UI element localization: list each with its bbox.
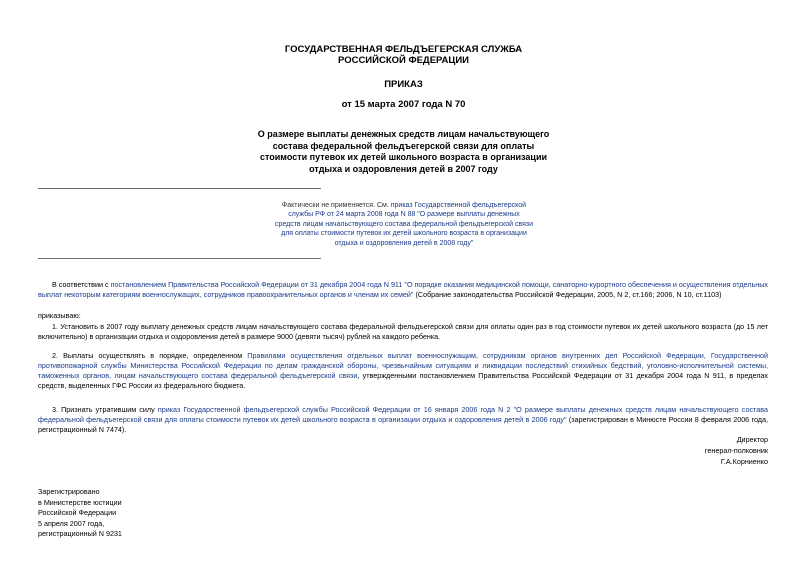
preamble-link[interactable]: постановлением Правительства Российской Федерации от 31 декабря 2004 года N 911 "О порядке оказания медицинской помощи, санаторно-курортного обеспечения и осуществления отдельных выплат некоторым категориям военнослужащих, сотрудников правоохранительных органов и членам их семей": [38, 280, 768, 300]
item-2-start: 2. Выплаты осуществлять в порядке, определенном: [52, 351, 248, 360]
item-3-link[interactable]: приказ Государственной фельдъегерской службы Российской Федерации от 16 января 2006 года N 2 "О размере выплаты денежных средств лицам начальствующего состава федеральной фельдъегерской связи для оплаты стоимости путевок их детей школьного возраста в организации отдыха и оздоровления детей в 2006 году": [38, 405, 768, 425]
item-2-end: , утвержденными постановлением Правительства Российской Федерации от 31 декабря 2004 года N 911, в пределах средств, выделенных ГФС России из федерального бюджета.: [38, 371, 768, 391]
status-note-link-3[interactable]: средств лицам начальствующего состава федеральной фельдъегерской связи: [274, 220, 533, 228]
signature-position: Директор: [736, 435, 768, 444]
preamble-end: (Собрание законодательства Российской Федерации, 2005, N 2, ст.166; 2006, N 10, ст.1103): [413, 290, 722, 300]
signature-name: Г.А.Корниенко: [720, 457, 768, 467]
agency-line-2: РОССИЙСКОЙ ФЕДЕРАЦИИ: [337, 55, 469, 66]
item-3-paragraph: [38, 405, 768, 435]
note-bottom-divider: [38, 258, 321, 259]
doc-date-number: от 15 марта 2007 года N 70: [341, 99, 466, 110]
preamble-start: В соответствии с: [52, 280, 109, 289]
note-top-divider: [38, 188, 321, 189]
title-line: отдыха и оздоровления детей в 2007 году: [309, 163, 498, 174]
title-line: стоимости путевок их детей школьного возраста в организации: [259, 152, 548, 162]
item-1-paragraph: 1. Установить в 2007 году выплату денежных средств лицам начальствующего состава федеральной фельдъегерской связи для оплаты один раз в год стоимости путевок их детей школьного возраста (до 15 лет включительно) в организации отдыха и оздоровления детей в размере 9000 (девяти тысяч) рублей на каждого ребенка.: [38, 322, 768, 342]
registration-line: регистрационный N 9231: [38, 529, 122, 539]
status-note-link-4[interactable]: для оплаты стоимости путевок их детей школьного возраста в организации: [281, 230, 527, 238]
registration-block: [38, 487, 238, 540]
status-note: [250, 201, 558, 248]
status-note-link-1[interactable]: приказ Государственной фельдъегерской: [390, 202, 527, 209]
item-3-end: (зарегистрирован в Минюсте России 8 февраля 2006 года, регистрационный N 7474).: [38, 415, 768, 435]
signature-rank: генерал-полковник: [704, 446, 768, 456]
registration-line: Российской Федерации: [38, 508, 117, 518]
item-3-start: 3. Признать утратившим силу: [52, 405, 158, 414]
preamble-paragraph: [38, 280, 768, 300]
status-note-link-5[interactable]: отдыха и оздоровления детей в 2008 году": [334, 239, 474, 247]
registration-line: в Министерстве юстиции: [38, 497, 122, 507]
status-note-prefix: Фактически не применяется. См.: [281, 202, 389, 209]
title-line: О размере выплаты денежных средств лицам начальствующего: [257, 129, 550, 139]
doc-type: ПРИКАЗ: [384, 79, 423, 90]
status-note-link-2[interactable]: службы РФ от 24 марта 2008 года N 88 "О размере выплаты денежных: [288, 211, 520, 219]
document-title: [160, 129, 647, 175]
agency-name: [0, 44, 807, 66]
signature-block: [560, 434, 768, 468]
item-2-link[interactable]: Правилами осуществления отдельных выплат военнослужащим, сотрудникам органов внутренних дел Российской Федерации, Государственной противопожарной службы Министерства Российской Федерации по делам гражданской обороны, чрезвычайным ситуациям и ликвидации последствий стихийных бедствий, уголовно-исполнительной системы, таможенных органов, лицам начальствующего состава федеральной фельдъегерской связи: [38, 351, 768, 381]
registration-line: 5 апреля 2007 года,: [38, 518, 105, 528]
registration-line: Зарегистрировано: [38, 487, 100, 496]
order-word: приказываю:: [38, 311, 81, 320]
item-2-paragraph: [38, 351, 768, 391]
agency-line-1: ГОСУДАРСТВЕННАЯ ФЕЛЬДЪЕГЕРСКАЯ СЛУЖБА: [284, 44, 523, 55]
title-line: состава федеральной фельдъегерской связи для оплаты: [272, 140, 535, 151]
